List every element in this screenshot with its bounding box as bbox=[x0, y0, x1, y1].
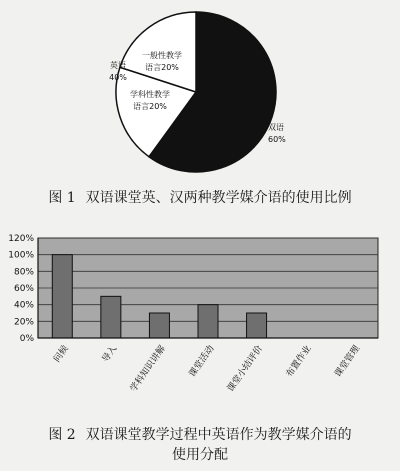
figure1-number: 图 1 bbox=[48, 190, 76, 206]
bar bbox=[198, 305, 218, 338]
pie-chart bbox=[0, 0, 400, 180]
bar bbox=[247, 313, 267, 338]
y-tick-label: 40% bbox=[13, 300, 34, 311]
x-tick-label: 课堂小结评价 bbox=[225, 343, 266, 394]
bar bbox=[52, 255, 72, 338]
pie-label-subject-1: 学科性教学 bbox=[130, 90, 170, 99]
x-tick-label: 问候 bbox=[52, 343, 71, 365]
figure1-caption bbox=[0, 188, 400, 208]
bar bbox=[149, 313, 169, 338]
figure1-caption-text: 双语课堂英、汉两种教学媒介语的使用比例 bbox=[85, 190, 352, 206]
figure2-caption-line2: 使用分配 bbox=[172, 447, 228, 463]
pie-label-yingyu: 英语 bbox=[110, 61, 126, 70]
y-tick-label: 120% bbox=[8, 234, 34, 244]
x-tick-label: 课堂管理 bbox=[333, 343, 363, 380]
x-tick-label: 学科知识讲解 bbox=[128, 343, 168, 394]
bar bbox=[101, 296, 121, 338]
y-tick-label: 0% bbox=[19, 334, 34, 344]
bar-chart bbox=[0, 230, 400, 405]
pie-value-yingyu: 40% bbox=[109, 73, 127, 82]
y-tick-label: 60% bbox=[13, 284, 34, 294]
y-tick-label: 80% bbox=[13, 267, 34, 278]
y-tick-label: 100% bbox=[8, 250, 34, 261]
figure2-number: 图 2 bbox=[48, 427, 76, 443]
y-tick-label: 20% bbox=[13, 317, 34, 328]
x-tick-label: 课堂活动 bbox=[187, 343, 217, 380]
x-tick-label: 布置作业 bbox=[284, 343, 314, 380]
figure2-caption-line1: 双语课堂教学过程中英语作为教学媒介语的 bbox=[85, 427, 352, 443]
figure2-caption bbox=[0, 425, 400, 465]
pie-label-general-2: 语言20% bbox=[145, 63, 179, 72]
pie-value-shuangyu: 60% bbox=[268, 135, 286, 144]
pie-label-subject-2: 语言20% bbox=[133, 102, 167, 111]
pie-label-shuangyu: 双语 bbox=[268, 123, 284, 132]
pie-label-general-1: 一般性教学 bbox=[142, 51, 182, 60]
x-tick-label: 导入 bbox=[100, 343, 120, 365]
